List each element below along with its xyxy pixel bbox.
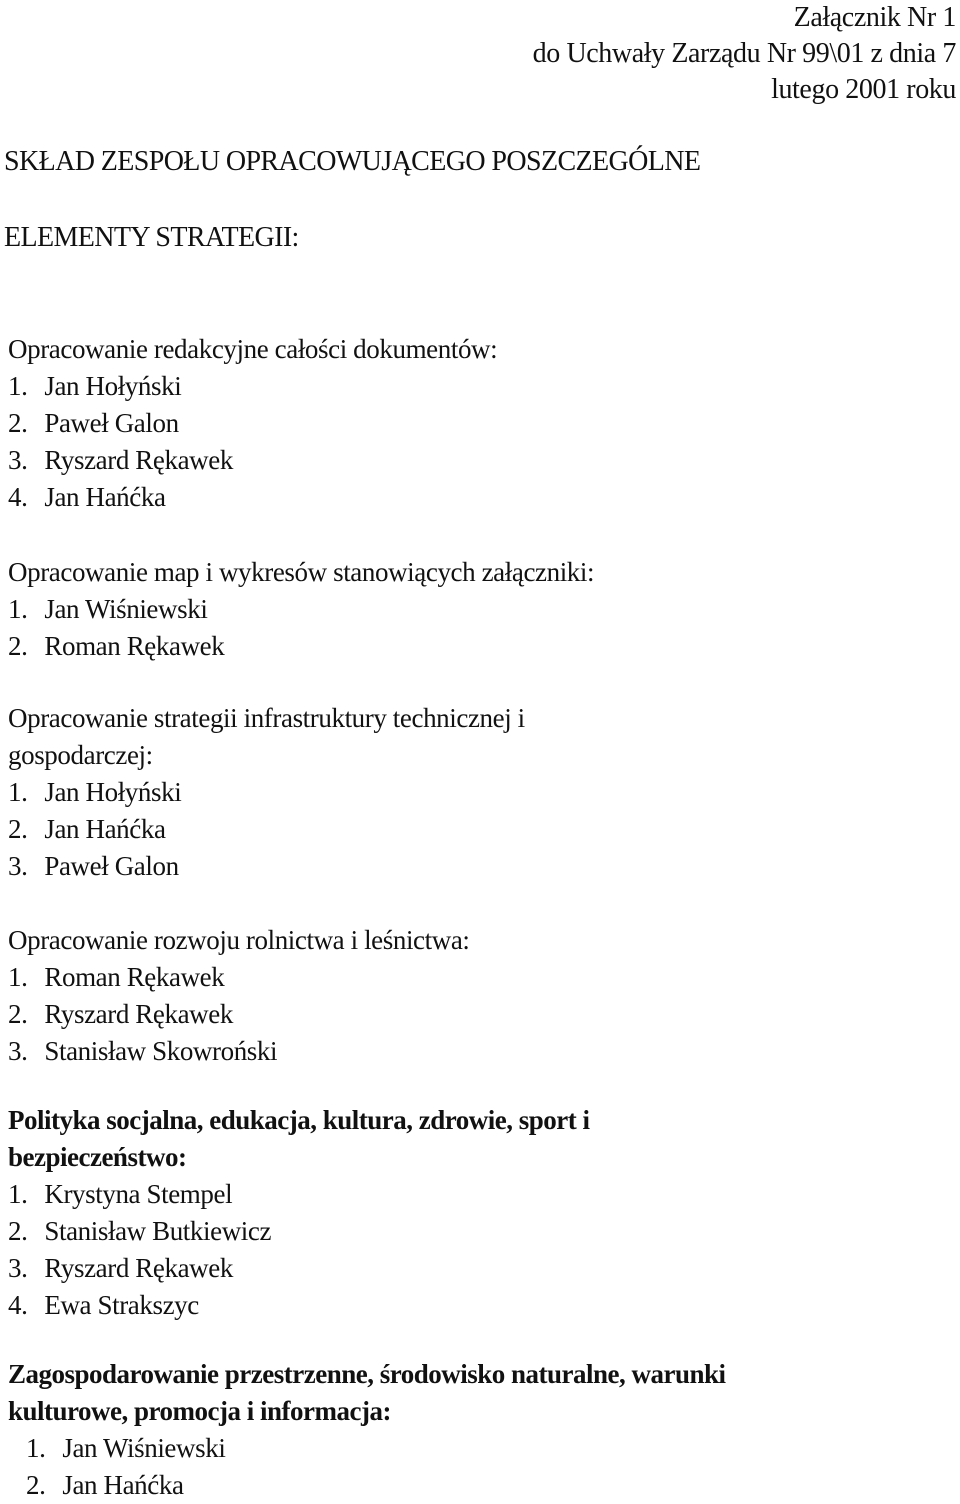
- list-item: 3. Ryszard Rękawek: [8, 445, 233, 475]
- member-name: Roman Rękawek: [44, 962, 225, 992]
- list-item: 1. Jan Hołyński: [8, 777, 182, 807]
- annex-date: lutego 2001 roku: [771, 74, 956, 105]
- list-item: 1. Roman Rękawek: [8, 962, 225, 992]
- list-item: 1. Jan Hołyński: [8, 371, 182, 401]
- section-heading-continued: bezpieczeństwo:: [8, 1142, 187, 1172]
- list-item: 3. Paweł Galon: [8, 851, 179, 881]
- member-name: Stanisław Skowroński: [44, 1036, 278, 1066]
- member-name: Jan Hołyński: [44, 777, 182, 807]
- list-item: 2. Stanisław Butkiewicz: [8, 1216, 272, 1246]
- member-name: Jan Hańćka: [62, 1470, 184, 1500]
- section-heading: Opracowanie redakcyjne całości dokumentów:: [8, 334, 498, 364]
- section-agriculture: [8, 922, 908, 1070]
- member-list: [8, 1176, 908, 1324]
- list-item: 4. Ewa Strakszyc: [8, 1290, 199, 1320]
- member-list: [8, 368, 908, 516]
- member-name: Ewa Strakszyc: [44, 1290, 199, 1320]
- annex-resolution: do Uchwały Zarządu Nr 99\01 z dnia 7: [532, 38, 956, 69]
- list-item: 2. Jan Hańćka: [26, 1470, 184, 1500]
- section-social-policy: [8, 1102, 908, 1324]
- list-item: 3. Ryszard Rękawek: [8, 1253, 233, 1283]
- member-name: Jan Wiśniewski: [44, 594, 208, 624]
- list-item: 1. Jan Wiśniewski: [26, 1433, 226, 1463]
- section-heading: Polityka socjalna, edukacja, kultura, zdrowie, sport i: [8, 1105, 590, 1135]
- member-name: Stanisław Butkiewicz: [44, 1216, 272, 1246]
- section-infrastructure: [8, 700, 908, 885]
- member-name: Ryszard Rękawek: [44, 445, 233, 475]
- list-item: 3. Stanisław Skowroński: [8, 1036, 278, 1066]
- section-heading: Zagospodarowanie przestrzenne, środowisko naturalne, warunki: [8, 1359, 726, 1389]
- list-item: 1. Jan Wiśniewski: [8, 594, 208, 624]
- document-title-line-2: ELEMENTY STRATEGII:: [4, 222, 299, 253]
- list-item: 4. Jan Hańćka: [8, 482, 166, 512]
- annex-reference: [436, 0, 956, 108]
- section-spatial-planning: [8, 1356, 908, 1504]
- member-name: Jan Hołyński: [44, 371, 182, 401]
- member-list: [8, 959, 908, 1070]
- member-name: Jan Hańćka: [44, 814, 166, 844]
- member-name: Jan Wiśniewski: [62, 1433, 226, 1463]
- member-name: Roman Rękawek: [44, 631, 225, 661]
- member-name: Jan Hańćka: [44, 482, 166, 512]
- member-name: Paweł Galon: [44, 408, 179, 438]
- list-item: 2. Roman Rękawek: [8, 631, 225, 661]
- section-heading-continued: kulturowe, promocja i informacja:: [8, 1396, 391, 1426]
- section-heading: Opracowanie rozwoju rolnictwa i leśnictwa:: [8, 925, 470, 955]
- list-item: 2. Ryszard Rękawek: [8, 999, 233, 1029]
- section-maps: [8, 554, 908, 665]
- member-name: Krystyna Stempel: [44, 1179, 233, 1209]
- list-item: 1. Krystyna Stempel: [8, 1179, 233, 1209]
- section-heading: Opracowanie strategii infrastruktury technicznej i: [8, 703, 525, 733]
- member-name: Paweł Galon: [44, 851, 179, 881]
- list-item: 2. Paweł Galon: [8, 408, 179, 438]
- member-name: Ryszard Rękawek: [44, 999, 233, 1029]
- list-item: 2. Jan Hańćka: [8, 814, 166, 844]
- section-heading-continued: gospodarczej:: [8, 740, 153, 770]
- section-heading: Opracowanie map i wykresów stanowiących załączniki:: [8, 557, 595, 587]
- member-list: [8, 774, 908, 885]
- member-name: Ryszard Rękawek: [44, 1253, 233, 1283]
- document-title-line-1: SKŁAD ZESPOŁU OPRACOWUJĄCEGO POSZCZEGÓLNE: [4, 146, 701, 177]
- member-list: [8, 591, 908, 665]
- annex-number: Załącznik Nr 1: [793, 2, 956, 33]
- member-list: [8, 1430, 908, 1504]
- section-editorial: [8, 331, 908, 516]
